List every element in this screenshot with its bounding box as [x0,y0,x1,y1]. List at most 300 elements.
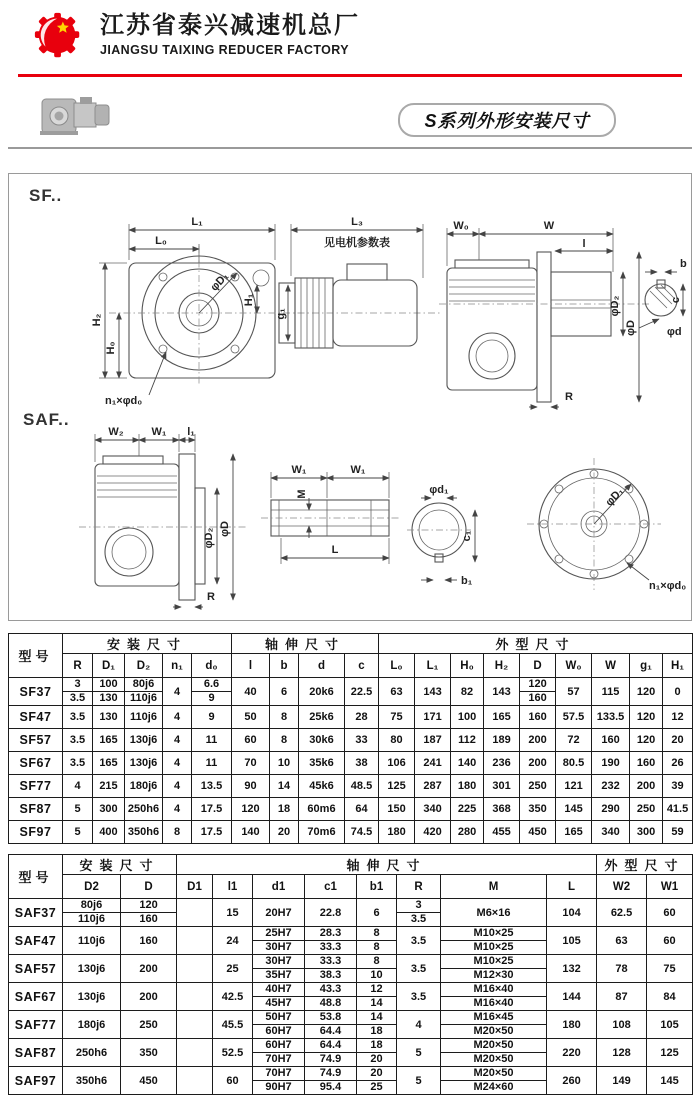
table-row [9,983,693,1011]
dim-label-saf-n1d0: n₁×φd₀ [649,580,687,592]
group-header: 外型尺寸 [597,855,693,875]
dimension-cell: 28 [345,706,379,729]
dimension-cell: 171 [415,706,451,729]
column-header: W2 [597,875,647,899]
dimension-cell: 6 [357,899,397,927]
dimension-cell: 144 [547,983,597,1011]
table-row [9,1039,693,1067]
dimension-cell: 130j6 [63,983,121,1011]
dimension-cell: 3.5 [63,729,93,752]
dimension-cell: 120 [630,729,663,752]
dimension-cell: 180j6 [125,775,163,798]
dimension-cell: 6.6 9 [192,678,232,706]
dimension-cell: 149 [597,1067,647,1095]
model-cell: SF77 [9,775,63,798]
dimension-cell: 35k6 [299,752,345,775]
dimension-cell: 100 [451,706,484,729]
dimension-cell: M20×50 M24×60 [441,1067,547,1095]
dimension-cell: 165 [93,752,125,775]
dimension-cell: 25k6 [299,706,345,729]
dimension-cell: 17.5 [192,798,232,821]
dimension-cell: 4 [163,752,192,775]
dimension-cell: 60H7 70H7 [253,1039,305,1067]
dimension-cell: 33.3 38.3 [305,955,357,983]
dimension-cell: 42.5 [213,983,253,1011]
dimension-cell: 30k6 [299,729,345,752]
saf-outline-drawing [9,414,689,614]
dimension-cell: 80 [379,729,415,752]
column-header: c [345,654,379,678]
dimension-cell: 115 [592,678,630,706]
dimension-cell: 4 [163,775,192,798]
table-row [9,899,693,927]
company-gear-logo-icon [30,10,88,64]
column-header: c1 [305,875,357,899]
group-header: 轴伸尺寸 [232,634,379,654]
dimension-cell: 180 [547,1011,597,1039]
dim-label-W: W [543,220,555,232]
group-header: 安装尺寸 [63,855,177,875]
dim-label-c1: c₁ [461,530,473,542]
dimension-cell: 450 [121,1067,177,1095]
dimension-cell: 12 14 [357,983,397,1011]
dimension-cell: 18 20 [357,1039,397,1067]
dimension-cell: 74.5 [345,821,379,844]
model-cell: SAF87 [9,1039,63,1067]
dimension-cell [177,927,213,955]
dimension-cell: 5 [397,1067,441,1095]
dimension-cell: 90 [232,775,270,798]
dimension-cell: 4 [163,706,192,729]
dimension-cell: 60 [213,1067,253,1095]
dim-label-L1: L₁ [191,216,203,228]
column-header: b [270,654,299,678]
dimension-cell: 145 [647,1067,693,1095]
dimension-cell: 80j6 110j6 [125,678,163,706]
column-header: W [592,654,630,678]
dimension-cell: 160 [121,927,177,955]
table-row [9,678,693,706]
dim-label-l1: l₁ [187,426,195,438]
dimension-cell: 120 160 [520,678,556,706]
column-header: l [232,654,270,678]
dimension-cell: 12 [663,706,693,729]
dimension-cell: 45k6 [299,775,345,798]
gearbox-product-photo [38,87,118,139]
dimension-cell: M6×16 [441,899,547,927]
column-header: L [547,875,597,899]
dimension-cell: 57 [556,678,592,706]
dimension-cell: 3 3.5 [63,678,93,706]
dimension-cell: 130j6 [125,729,163,752]
saf-drawing-title: SAF.. [23,410,70,429]
column-header: L₀ [379,654,415,678]
column-header: W₀ [556,654,592,678]
dimension-cell: 5 [63,798,93,821]
dimension-cell: 200 [520,752,556,775]
dimension-cell: 78 [597,955,647,983]
dimension-cell: 20H7 [253,899,305,927]
dimension-cell: 350h6 [63,1067,121,1095]
column-header: l1 [213,875,253,899]
dim-label-W1a: W₁ [291,464,307,476]
table-row [9,775,693,798]
dim-label-l: l [582,238,586,250]
model-cell: SAF67 [9,983,63,1011]
dimension-cell: 112 [451,729,484,752]
dimension-cell: 400 [93,821,125,844]
sf-dimension-table-wrap [8,633,692,844]
dimension-cell: 70m6 [299,821,345,844]
dimension-cell [177,1067,213,1095]
sf-dimensions-table [8,633,693,844]
dimension-cell: 165 [556,821,592,844]
dim-label-W1b: W₁ [350,464,366,476]
dimension-cell: 33 [345,729,379,752]
dim-label-W1: W₁ [151,426,167,438]
dimension-cell: 250h6 [125,798,163,821]
dimension-cell: 290 [592,798,630,821]
table-row [9,752,693,775]
saf-dimension-table-wrap [8,854,692,1095]
table-row [9,706,693,729]
column-header: R [397,875,441,899]
dimension-cell [177,955,213,983]
dimension-cell: 0 [663,678,693,706]
dimension-cell: 40H7 45H7 [253,983,305,1011]
dimension-cell: 145 [556,798,592,821]
dimension-cell: 18 [270,798,299,821]
dimension-cell: 200 [630,775,663,798]
dimension-cell: M16×45 M20×50 [441,1011,547,1039]
column-header: H₁ [663,654,693,678]
dim-label-H2: H₂ [91,313,103,327]
dimension-cell: 3 3.5 [397,899,441,927]
dimension-cell: 130j6 [63,955,121,983]
dimension-cell: 8 10 [357,955,397,983]
dimension-cell: 64.4 74.9 [305,1039,357,1067]
dimension-cell: 45.5 [213,1011,253,1039]
column-header: D [520,654,556,678]
dimension-cell: 180 [451,775,484,798]
dimension-cell: 60m6 [299,798,345,821]
model-column-header: 型号 [9,634,63,678]
dimension-cell: 143 [415,678,451,706]
dimension-cell: 250h6 [63,1039,121,1067]
dimension-cell: 200 [121,983,177,1011]
dimension-cell: 104 [547,899,597,927]
dimension-cell: 39 [663,775,693,798]
dimension-cell: 82 [451,678,484,706]
dimension-cell: 150 [379,798,415,821]
dimension-cell [177,1039,213,1067]
dimension-cell: 301 [484,775,520,798]
dimension-cell: 8 [270,729,299,752]
dimension-cell: 260 [547,1067,597,1095]
dimension-cell: 3.5 [63,752,93,775]
dimension-cell: 280 [451,821,484,844]
dimension-cell: 40 [232,678,270,706]
column-header: D2 [63,875,121,899]
dim-label-M: M [296,489,308,499]
table-row [9,1067,693,1095]
dimension-cell: 70H7 90H7 [253,1067,305,1095]
dim-label-b: b [680,258,687,270]
dimension-cell: 22.8 [305,899,357,927]
dimension-cell: 5 [397,1039,441,1067]
dimension-cell: 133.5 [592,706,630,729]
column-header: D₂ [125,654,163,678]
column-header: d₀ [192,654,232,678]
dimension-cell: 368 [484,798,520,821]
dim-label-L0: L₀ [155,235,167,247]
column-header: D1 [177,875,213,899]
dimension-cell: 300 [93,798,125,821]
dimension-cell: 50H7 60H7 [253,1011,305,1039]
dimension-cell: 132 [547,955,597,983]
dimension-cell: 160 [630,752,663,775]
dimension-cell: 190 [592,752,630,775]
table-row [9,798,693,821]
dimension-cell: 13.5 [192,775,232,798]
column-header: D₁ [93,654,125,678]
dimension-cell: 340 [592,821,630,844]
dimension-cell: 25 [213,955,253,983]
table-row [9,729,693,752]
dimension-cell: M10×25 M10×25 [441,927,547,955]
dimension-cell: 120 [630,706,663,729]
dimension-cell: 84 [647,983,693,1011]
dimension-cell: 180 [379,821,415,844]
dim-label-R: R [565,391,573,403]
dimension-cell: 165 [484,706,520,729]
dimension-cell: 110j6 [125,706,163,729]
dimension-cell: 20 25 [357,1067,397,1095]
dim-label-H1: H₁ [243,293,255,307]
dimension-cell: 64 [345,798,379,821]
dim-label-H0: H₀ [105,341,117,355]
dimension-cell: 15 [213,899,253,927]
dimension-cell: M10×25 M12×30 [441,955,547,983]
dimension-cell: 75 [379,706,415,729]
dimension-cell: 340 [415,798,451,821]
model-cell: SAF77 [9,1011,63,1039]
dimension-cell: 105 [647,1011,693,1039]
dimension-cell: 8 [163,821,192,844]
column-header: d1 [253,875,305,899]
dim-label-saf-phiD2: φD₂ [203,527,215,549]
dimension-cell: 220 [547,1039,597,1067]
dim-label-saf-phiD: φD [219,521,231,537]
dimension-cell: 106 [379,752,415,775]
dimension-cell: 80.5 [556,752,592,775]
group-header: 外型尺寸 [379,634,693,654]
dimension-cell: 140 [451,752,484,775]
column-header: n₁ [163,654,192,678]
dimension-cell: 14 18 [357,1011,397,1039]
sf-outline-drawing [9,188,689,410]
table-row [9,1011,693,1039]
dimension-cell: 25H7 30H7 [253,927,305,955]
dim-label-b1: b₁ [461,575,473,587]
dimension-cell: 455 [484,821,520,844]
dimension-cell: 3.5 [397,983,441,1011]
model-cell: SF37 [9,678,63,706]
dimension-cell: 63 [379,678,415,706]
dimension-cell: 52.5 [213,1039,253,1067]
dimension-cell: 80j6 110j6 [63,899,121,927]
model-cell: SF47 [9,706,63,729]
dimension-cell: 10 [270,752,299,775]
dim-label-c: c [670,296,682,304]
dimension-cell: 87 [597,983,647,1011]
dimension-cell: 450 [520,821,556,844]
dimension-cell: 3.5 [63,706,93,729]
dimension-cell: 75 [647,955,693,983]
dimension-cell: 200 [121,955,177,983]
dimension-cell: 140 [232,821,270,844]
dimension-cell: 120 160 [121,899,177,927]
dimension-cell: 24 [213,927,253,955]
motor-note: 见电机参数表 [324,237,390,249]
dimension-cell: 125 [379,775,415,798]
dim-label-W2: W₂ [108,426,124,438]
dim-label-g1: g₁ [275,308,287,320]
model-cell: SF67 [9,752,63,775]
dimension-cell: 120 [630,678,663,706]
dimension-cell: 241 [415,752,451,775]
column-header: d [299,654,345,678]
dimension-cell: 60 [647,899,693,927]
dimension-cell: 125 [647,1039,693,1067]
dim-label-phiD2: φD₂ [609,295,621,317]
company-name-cn: 江苏省泰兴减速机总厂 [100,12,360,39]
column-header: M [441,875,547,899]
column-header: b1 [357,875,397,899]
dimension-cell: 105 [547,927,597,955]
dim-label-W0: W₀ [453,220,469,232]
dimension-cell: 121 [556,775,592,798]
dimension-cell [177,1011,213,1039]
dimension-cell: 59 [663,821,693,844]
dimension-cell: 22.5 [345,678,379,706]
dimension-cell: 4 [63,775,93,798]
dimension-cell: 287 [415,775,451,798]
dimension-cell: 72 [556,729,592,752]
dimension-cell: 20k6 [299,678,345,706]
sf-drawing-title: SF.. [29,186,63,205]
column-header: g₁ [630,654,663,678]
dimension-cell: 3.5 [397,955,441,983]
dimension-cell: 350 [121,1039,177,1067]
model-cell: SAF57 [9,955,63,983]
dimension-cell: 108 [597,1011,647,1039]
dimension-cell: 130j6 [125,752,163,775]
dimension-cell: 60 [647,927,693,955]
dimension-cell: M20×50 M20×50 [441,1039,547,1067]
model-cell: SF97 [9,821,63,844]
group-header: 安装尺寸 [63,634,232,654]
dim-label-phid1: φd₁ [429,484,449,496]
dimension-cell: 180j6 [63,1011,121,1039]
dimension-cell: 4 [163,729,192,752]
group-header: 轴伸尺寸 [177,855,597,875]
company-name-en: JIANGSU TAIXING REDUCER FACTORY [100,43,349,57]
dim-label-n1d0: n₁×φd₀ [105,395,143,407]
dimension-cell: 11 [192,729,232,752]
model-cell: SF57 [9,729,63,752]
dimension-cell: 232 [592,775,630,798]
dimension-cell [177,899,213,927]
dimension-cell: 48.5 [345,775,379,798]
dimension-cell: 120 [232,798,270,821]
dimension-cell: 41.5 [663,798,693,821]
dimension-cell: 62.5 [597,899,647,927]
dimension-cell [177,983,213,1011]
dimension-cell: 130 [93,706,125,729]
column-header: D [121,875,177,899]
dimension-cell: 250 [520,775,556,798]
dimension-cell: 350h6 [125,821,163,844]
model-cell: SAF47 [9,927,63,955]
table-row [9,955,693,983]
dim-label-phiD: φD [625,320,637,336]
model-cell: SF87 [9,798,63,821]
dimension-cell: 225 [451,798,484,821]
column-header: H₂ [484,654,520,678]
dimension-cell: 60 [232,729,270,752]
dimension-cell: 30H7 35H7 [253,955,305,983]
dimension-cell: 9 [192,706,232,729]
dimension-cell: 250 [630,798,663,821]
dimension-cell: 20 [270,821,299,844]
dimension-cell: 26 [663,752,693,775]
dimension-cell: 14 [270,775,299,798]
dimension-cell: 189 [484,729,520,752]
dimension-cell: 215 [93,775,125,798]
dim-label-L3: L₃ [351,216,363,228]
dimension-cell: 50 [232,706,270,729]
page-header [0,0,700,72]
company-names [100,10,360,57]
dimension-cell: 110j6 [63,927,121,955]
dimension-cell: 17.5 [192,821,232,844]
dimension-cell: 5 [63,821,93,844]
dimension-cell: 11 [192,752,232,775]
dimension-cell: 8 8 [357,927,397,955]
dimension-cell: 57.5 [556,706,592,729]
series-title-badge: S系列外形安装尺寸 [398,103,616,137]
column-header: W1 [647,875,693,899]
dimension-cell: 250 [121,1011,177,1039]
saf-dimensions-table [8,854,693,1095]
dimension-cell: 3.5 [397,927,441,955]
model-cell: SAF37 [9,899,63,927]
dimension-cell: 20 [663,729,693,752]
model-cell: SAF97 [9,1067,63,1095]
column-header: R [63,654,93,678]
dim-label-saf-R: R [207,591,215,603]
dimension-cell: 4 [397,1011,441,1039]
dimension-cell: 160 [592,729,630,752]
dim-label-saf-phiD1: φD₁ [603,485,627,509]
dimension-cell: 74.9 95.4 [305,1067,357,1095]
table-row [9,927,693,955]
dimension-cell: 43.3 48.8 [305,983,357,1011]
dimension-cell: 300 [630,821,663,844]
dimension-cell: M16×40 M16×40 [441,983,547,1011]
dim-label-phiD1: φD₁ [208,270,232,294]
